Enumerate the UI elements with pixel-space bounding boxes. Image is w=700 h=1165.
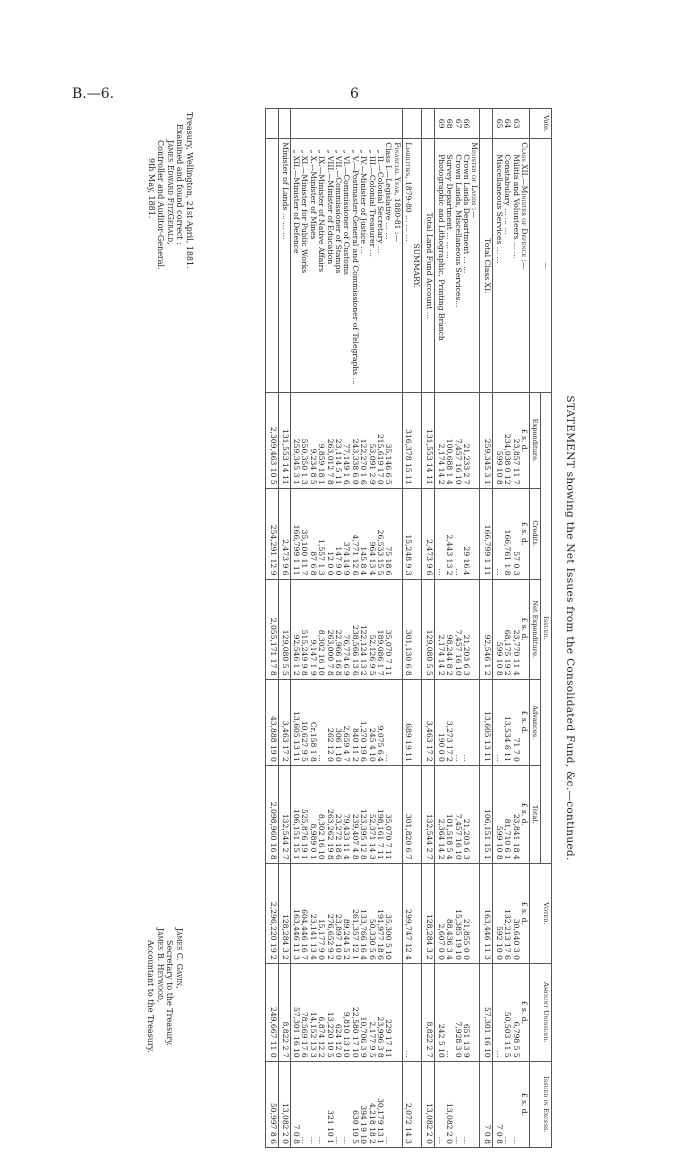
- lands-row: [279, 109, 290, 1148]
- cell-credits: 2,443 13 2: [445, 534, 455, 576]
- total-excess: 13,082 2 0: [422, 1061, 435, 1147]
- class-cell-uni: 9,810 13 10: [342, 1011, 352, 1058]
- cell-advances: 190 0 0: [436, 732, 446, 762]
- cell-net: 68,175 19 2: [503, 629, 513, 676]
- class-cell-adv: 13,605 13 11: [292, 711, 302, 762]
- class-cell-vot: 89,244 5 2: [342, 918, 352, 960]
- header-advances: Advances.: [530, 679, 541, 765]
- cell-credits: 29 16 4: [462, 546, 472, 576]
- total-row: [480, 109, 493, 1148]
- controller-title: Controller and Auditor-General.: [156, 140, 166, 270]
- vote-number: 65: [494, 118, 504, 129]
- cell-expenditure: 599 10 8: [494, 450, 504, 485]
- class-cell-exc: ...: [308, 1136, 318, 1144]
- financial-year-row: [290, 109, 402, 1148]
- class-cell-tot: 23,272 18 6: [333, 813, 343, 860]
- class-cell-net: 22,966 16 8: [333, 629, 343, 676]
- vote-number: 69: [436, 118, 446, 129]
- cell-total: 21,203 6 3: [462, 818, 472, 860]
- secretary-title: Secretary to the Treasury.: [165, 940, 175, 1047]
- liabilities-label: Liabilities, 1879-80 ... ... ...: [404, 142, 414, 242]
- header-item: —: [530, 139, 552, 393]
- vote-number: 67: [453, 118, 463, 129]
- cell-unissued: 6,798 5 5: [511, 1021, 521, 1058]
- unit-label: £ s. d.: [520, 428, 529, 453]
- item-label: Miscellaneous Services ... ...: [494, 154, 504, 264]
- cell-excess: ...: [453, 1136, 463, 1144]
- cell-total: 81,710 6 1: [503, 818, 513, 860]
- unit-label: £ s. d.: [520, 710, 529, 734]
- cell-expenditure: 21,233 2 7: [462, 443, 472, 485]
- page-label: B.—6.: [72, 86, 115, 102]
- vote-number: 63: [511, 118, 521, 129]
- cell-excess: 7 0 8: [494, 1124, 504, 1144]
- cell-unissued: 651 13 9: [462, 1023, 472, 1058]
- lands-advances: 3,463 17 2: [279, 679, 290, 765]
- secretary-name: James C. Gavin,: [175, 928, 184, 989]
- cell-excess: ...: [436, 1136, 446, 1144]
- header-credits: Credits.: [530, 488, 541, 579]
- cell-advances: ...: [494, 754, 504, 762]
- section-heading: Minister of Lands :—: [470, 142, 480, 218]
- controller-name: James Edward FitzGerald,: [165, 140, 175, 245]
- item-label: Photographic and Lithographic, Printing Branch: [436, 154, 446, 341]
- header-voted: Voted.: [530, 863, 552, 963]
- lands-voted: 128,284 3 2: [279, 863, 290, 963]
- total-label: Total Class XI.: [480, 139, 493, 393]
- item-label: Crown Lands, Miscellaneous Services...: [453, 154, 463, 308]
- class-cell-exp: 122,270 1 6: [359, 438, 369, 485]
- class-cell-exp: 9,234 8 5: [308, 448, 318, 485]
- total-advances: 3,463 17 2: [422, 679, 435, 765]
- class-cell-net: 189,086 1 7: [375, 629, 385, 676]
- class-cell-exp: 9,859 18 1: [317, 443, 327, 485]
- class-cell-vot: 276,652 9 2: [325, 914, 335, 960]
- class-cell-vot: 163,446 11 3: [292, 909, 302, 960]
- cell-total: 7,457 16 10: [453, 813, 463, 860]
- item-label: Constabulary ... ... ...: [503, 154, 513, 235]
- class-cell-net: 122,124 13 2: [359, 624, 369, 676]
- cell-total: 599 10 8: [494, 825, 504, 860]
- cell-credits: 166,761 1 8: [503, 529, 513, 576]
- lands-net: 129,080 5 5: [279, 579, 290, 679]
- class-cell-tot: 79,433 11 4: [342, 813, 352, 860]
- class-cell-net: 92,546 1 2: [292, 634, 302, 676]
- class-cell-adv: 1,270 19 6: [359, 720, 369, 762]
- cell-net: 23,770 11 4: [511, 629, 521, 676]
- total-voted: 163,446 11 3: [480, 863, 493, 963]
- cell-credits: ...: [494, 568, 504, 576]
- class-cell-exc: ...: [342, 1136, 352, 1144]
- cell-excess: ...: [462, 1136, 472, 1144]
- total-excess: 7 0 8: [480, 1061, 493, 1147]
- class-cell-exp: 259,345 3 1: [292, 438, 302, 485]
- class-cell-uni: 13,220 10 5: [325, 1011, 335, 1058]
- class-cell-exc: 321 10 1: [325, 1110, 335, 1144]
- cell-advances: ...: [453, 754, 463, 762]
- class-cell-adv: ...: [384, 754, 394, 762]
- class-cell-cred: 145 8 4: [359, 546, 369, 576]
- class-cell-net: 35,070 7 11: [384, 629, 394, 676]
- page-number: 6: [350, 86, 359, 102]
- total-advances: 13,605 13 11: [480, 679, 493, 765]
- header-vote: Vote.: [530, 109, 552, 139]
- class-cell-exp: 23,114 5 11: [333, 438, 343, 485]
- unit-label: £ s. d.: [520, 521, 529, 546]
- class-cell-exc: 4,218 18 2: [367, 1102, 377, 1144]
- cell-unissued: 7,928 3 0: [453, 1021, 463, 1058]
- class-label: „ IV.—Minister of Justice ...: [359, 142, 369, 254]
- class-cell-adv: 9,075 6 4: [375, 725, 385, 762]
- class-cell-cred: 1,557 1 3: [317, 539, 327, 576]
- class-cell-uni: 78,569 17 6: [300, 1011, 310, 1058]
- grand-expenditure: 2,309,463 10 5: [266, 393, 279, 489]
- cell-unissued: 50,503 11 5: [503, 1011, 513, 1058]
- class-cell-exp: 77,149 1 6: [342, 443, 352, 485]
- liabilities-unissued: ...: [404, 1050, 414, 1058]
- class-cell-cred: 87 6 8: [308, 551, 318, 576]
- total-net: 92,546 1 2: [480, 579, 493, 679]
- cell-voted: 592 10 0: [494, 926, 504, 960]
- section-row: [493, 109, 530, 1148]
- class-label: „ III.—Colonial Treasurer ...: [367, 142, 377, 257]
- cell-voted: 132,213 17 6: [503, 909, 513, 960]
- class-cell-uni: 23,996 3 8: [375, 1016, 385, 1058]
- grand-total: 2,098,960 16 8: [266, 765, 279, 863]
- class-cell-exp: 215,619 17 0: [375, 433, 385, 485]
- class-cell-exc: ...: [384, 1136, 394, 1144]
- class-cell-net: 9,147 1 9: [308, 639, 318, 676]
- total-total: 132,544 2 7: [422, 765, 435, 863]
- cell-advances: 13,534 6 11: [503, 715, 513, 762]
- liabilities-credits: 15,248 9 3: [404, 534, 414, 576]
- cell-credits: 57 0 3: [511, 551, 521, 576]
- class-cell-vot: 23,141 13 4: [308, 914, 318, 960]
- grand-voted: 2,296,220 19 2: [266, 863, 279, 963]
- class-cell-uni: 10,706 3 9: [359, 1016, 369, 1058]
- class-cell-vot: 261,357 12 1: [350, 909, 360, 960]
- class-cell-adv: Cr.158 1 8: [308, 721, 318, 762]
- statement-title: STATEMENT showing the Net Issues from the Consolidated Fund, &c.—continued.: [564, 395, 576, 861]
- unit-label: £ s. d.: [520, 802, 529, 826]
- cell-voted: 21,855 0 0: [462, 918, 472, 960]
- lands-expenditure: 131,553 14 11: [279, 393, 290, 489]
- class-label: „ VIII.—Minister of Education: [325, 142, 335, 265]
- total-expenditure: 131,553 14 11: [422, 393, 435, 489]
- footer-place-date: Treasury, Wellington, 21st April, 1881.: [185, 112, 194, 269]
- class-cell-uni: 229 17 11: [384, 1019, 394, 1058]
- class-cell-exp: 53,091 2 9: [367, 443, 377, 485]
- class-cell-tot: 198,161 7 11: [375, 809, 385, 860]
- accountant-title: Accountant to the Treasury.: [146, 940, 156, 1053]
- liabilities-total: 301,820 6 7: [404, 813, 414, 860]
- footer: [104, 108, 194, 1148]
- cell-credits: ...: [453, 568, 463, 576]
- liabilities-expenditure: 316,378 15 11: [404, 429, 414, 485]
- class-cell-cred: 26,533 15 5: [375, 529, 385, 576]
- class-cell-exc: 630 10 5: [350, 1110, 360, 1144]
- liabilities-voted: 299,747 12 4: [404, 909, 414, 960]
- lands-credits: 2,473 9 6: [279, 488, 290, 579]
- cell-expenditure: 2,174 14 2: [436, 443, 446, 485]
- class-label: „ XII.—Minister of Defence: [292, 142, 302, 254]
- cell-net: 98,244 8 2: [445, 634, 455, 676]
- class-cell-tot: 8,302 16 10: [317, 813, 327, 860]
- item-label: Militia and Volunteers ... ...: [511, 154, 521, 259]
- total-credits: 166,799 1 11: [480, 488, 493, 579]
- class-cell-adv: 245 4 10: [367, 728, 377, 762]
- financial-year-heading: Financial Year, 1880-81 :—: [392, 142, 402, 243]
- cell-advances: 71 7 0: [511, 737, 521, 762]
- total-row: [422, 109, 435, 1148]
- cell-unissued: ...: [445, 1050, 455, 1058]
- class-cell-adv: 2,659 4 7: [342, 725, 352, 762]
- class-cell-tot: 106,151 15 1: [292, 809, 302, 860]
- summary-heading: SUMMARY.: [412, 243, 422, 289]
- controller-date: 9th May, 1881.: [146, 158, 156, 219]
- class-label: „ X.—Minister of Mines: [308, 142, 318, 240]
- class-cell-exp: 550,350 1 3: [300, 438, 310, 485]
- statement-table: [265, 108, 552, 1148]
- unit-label: £ s. d.: [520, 1092, 529, 1116]
- cell-voted: 88,436 3 4: [445, 918, 455, 960]
- class-cell-exp: 35,146 6 5: [384, 443, 394, 485]
- class-cell-net: 238,566 13 6: [350, 624, 360, 676]
- lands-label: Minister of Lands ... ... ...: [279, 139, 290, 393]
- class-cell-vot: 191,977 18 6: [375, 909, 385, 960]
- grand-total-row: [266, 109, 279, 1148]
- cell-excess: 13,082 2 0: [445, 1102, 455, 1144]
- total-voted: 128,284 3 2: [422, 863, 435, 963]
- class-cell-net: 263,000 7 8: [325, 629, 335, 676]
- class-cell-uni: 57,301 16 10: [292, 1007, 302, 1058]
- item-label: Crown Lands Department ... ...: [462, 154, 472, 274]
- class-label: „ VII.—Commissioner of Stamps: [333, 142, 343, 274]
- class-cell-cred: 35,100 11 7: [300, 529, 310, 576]
- class-label: Class I.—Legislative ... ...: [384, 142, 394, 240]
- class-cell-cred: 4,771 12 6: [350, 534, 360, 576]
- class-cell-tot: 52,371 14 3: [367, 813, 377, 860]
- class-cell-uni: 2,177 9 5: [367, 1021, 377, 1058]
- class-cell-vot: 133,766 16 4: [359, 909, 369, 960]
- class-cell-exc: 7 0 8: [292, 1124, 302, 1144]
- class-cell-cred: 75 18 6: [384, 546, 394, 576]
- cell-net: 7,457 16 10: [453, 629, 463, 676]
- unit-label: £ s. d.: [520, 1000, 529, 1024]
- total-label: Total Land Fund Account ...: [422, 139, 435, 393]
- class-cell-exc: ...: [333, 1136, 343, 1144]
- header-issued: Issued.: [541, 393, 552, 864]
- grand-net: 2,055,171 17 8: [266, 579, 279, 679]
- cell-expenditure: 23,857 11 7: [511, 438, 521, 485]
- cell-advances: 3,273 17 2: [445, 720, 455, 762]
- grand-advances: 43,888 19 0: [266, 679, 279, 765]
- cell-voted: 15,385 19 10: [453, 909, 463, 960]
- cell-total: 23,841 18 4: [511, 813, 521, 860]
- class-cell-exc: 30,179 13 1: [375, 1098, 385, 1144]
- liabilities-net: 301,130 6 8: [404, 629, 414, 676]
- class-cell-tot: 8,989 0 1: [308, 823, 318, 860]
- class-cell-vot: 604,446 16 7: [300, 909, 310, 960]
- class-cell-adv: 840 11 2: [350, 728, 360, 762]
- section-heading: Class XII.—Minister of Defence :—: [520, 142, 529, 270]
- class-cell-cred: 147 9 0: [333, 546, 343, 576]
- header-expenditure: Expenditure.: [530, 393, 541, 489]
- vote-number: 64: [503, 118, 513, 129]
- footer-examined: Examined and found correct :: [175, 124, 185, 245]
- class-cell-exp: 243,338 6 0: [350, 438, 360, 485]
- class-label: „ XI.—Minister for Public Works: [300, 142, 310, 274]
- class-cell-uni: 22,580 17 10: [350, 1007, 360, 1058]
- cell-expenditure: 7,457 16 10: [453, 438, 463, 485]
- class-cell-net: 76,774 6 9: [342, 634, 352, 676]
- class-cell-net: 8,302 16 10: [317, 629, 327, 676]
- class-cell-adv: 306 1 10: [333, 728, 343, 762]
- vote-number: 68: [445, 118, 455, 129]
- class-cell-net: 52,126 9 5: [367, 634, 377, 676]
- lands-excess: 13,082 2 0: [279, 1061, 290, 1147]
- class-cell-exp: 263,012 7 8: [325, 438, 335, 485]
- lands-total: 132,544 2 7: [279, 765, 290, 863]
- cell-net: 21,203 6 3: [462, 634, 472, 676]
- class-cell-uni: 6,874 12 2: [317, 1016, 327, 1058]
- class-cell-cred: 964 13 4: [367, 541, 377, 576]
- class-cell-vot: 50,330 5 6: [367, 918, 377, 960]
- cell-advances: ...: [462, 754, 472, 762]
- class-cell-tot: 263,262 19 8: [325, 809, 335, 860]
- class-cell-uni: 624 12 0: [333, 1023, 343, 1058]
- cell-credits: ...: [436, 568, 446, 576]
- total-credits: 2,473 9 6: [422, 488, 435, 579]
- liabilities-excess: 2,072 14 3: [404, 1102, 414, 1144]
- header-net: Net Expenditure.: [530, 579, 541, 679]
- class-cell-adv: ...: [317, 754, 327, 762]
- grand-credits: 254,291 12 9: [266, 488, 279, 579]
- class-label: „ II.—Colonial Secretary ...: [375, 142, 385, 254]
- header-total: Total.: [530, 765, 541, 863]
- grand-unissued: 249,667 11 0: [266, 963, 279, 1061]
- item-label: Survey Department ... ... ...: [445, 154, 455, 259]
- total-total: 106,151 15 1: [480, 765, 493, 863]
- cell-excess: ...: [503, 1136, 513, 1144]
- grand-excess: 50,997 8 6: [266, 1061, 279, 1147]
- class-cell-vot: 15,177 9 0: [317, 918, 327, 960]
- class-cell-cred: 166,799 1 11: [292, 524, 302, 576]
- class-cell-tot: 525,876 19 1: [300, 809, 310, 860]
- class-label: „ IX.—Minister of Native Affairs: [317, 142, 327, 273]
- class-cell-vot: 35,300 5 10: [384, 914, 394, 960]
- unit-label: £ s. d.: [520, 901, 529, 925]
- cell-voted: 2,607 0 0: [436, 923, 446, 960]
- total-unissued: 57,301 16 10: [480, 963, 493, 1061]
- cell-expenditure: 100,688 1 4: [445, 438, 455, 485]
- liabilities-row: [402, 109, 422, 1148]
- class-cell-tot: 35,070 7 11: [384, 813, 394, 860]
- class-cell-exc: ...: [317, 1136, 327, 1144]
- vote-number: 66: [462, 118, 472, 129]
- class-cell-vot: 23,897 10 0: [333, 914, 343, 960]
- header-excess: Issued in Excess.: [530, 1061, 552, 1147]
- total-unissued: 8,822 2 7: [422, 963, 435, 1061]
- section-row: [435, 109, 480, 1148]
- total-net: 129,080 5 5: [422, 579, 435, 679]
- class-cell-adv: 262 12 0: [325, 728, 335, 762]
- class-cell-exc: 394 19 10: [359, 1105, 369, 1144]
- class-cell-cred: 12 0 0: [325, 551, 335, 576]
- class-cell-cred: 374 14 9: [342, 541, 352, 576]
- rotated-statement: [104, 108, 574, 1148]
- unit-label: £ s. d.: [520, 617, 529, 641]
- cell-total: 2,364 14 2: [436, 818, 446, 860]
- class-label: „ VI.—Commissioner of Customs: [342, 142, 352, 275]
- class-cell-uni: 14,152 13 3: [308, 1011, 318, 1058]
- cell-voted: 30,640 3 0: [511, 918, 521, 960]
- lands-unissued: 8,822 2 7: [279, 963, 290, 1061]
- accountant-name: James B. Heywood,: [155, 928, 165, 1003]
- cell-net: 2,174 14 2: [436, 634, 446, 676]
- class-cell-net: 515,249 9 8: [300, 629, 310, 676]
- cell-net: 599 10 8: [494, 641, 504, 676]
- class-cell-tot: 123,395 12 8: [359, 809, 369, 860]
- class-cell-tot: 239,407 4 8: [350, 813, 360, 860]
- cell-unissued: 242 5 10: [436, 1023, 446, 1058]
- class-label: „ V.—Postmaster-General and Commissioner of Telegraphs ...: [350, 142, 360, 385]
- total-expenditure: 259,345 3 1: [480, 393, 493, 489]
- cell-unissued: ...: [494, 1050, 504, 1058]
- cell-excess: ...: [511, 1136, 521, 1144]
- class-cell-exc: ...: [300, 1136, 310, 1144]
- liabilities-advances: 689 19 11: [404, 723, 414, 762]
- cell-expenditure: 234,038 0 12: [503, 433, 513, 485]
- class-cell-adv: 10,627 9 5: [300, 720, 310, 762]
- cell-total: 101,518 5 4: [445, 813, 455, 860]
- header-unissued: Amount Unissued.: [530, 963, 552, 1061]
